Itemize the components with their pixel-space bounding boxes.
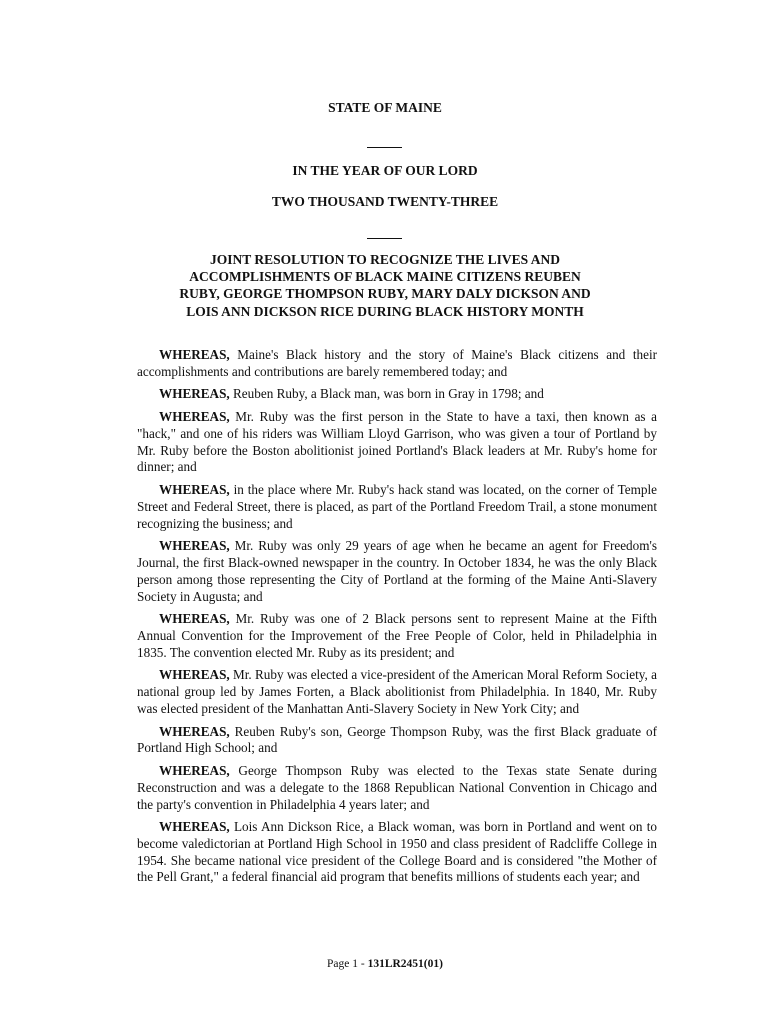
whereas-lead: WHEREAS,: [159, 723, 230, 739]
year-line-1: IN THE YEAR OF OUR LORD: [292, 163, 478, 178]
resolution-body: [137, 347, 657, 892]
paragraph-text: Lois Ann Dickson Rice, a Black woman, was born in Portland and went on to become valedictorian at Portland High School in 1950 and class president of Radcliffe College in 1954. She became national vice president of the College Board and is considered "the Mother of the Pell Grant," a federal financial aid program that benefits millions of students each year; and: [137, 819, 657, 885]
resolution-title: JOINT RESOLUTION TO RECOGNIZE THE LIVES AND ACCOMPLISHMENTS OF BLACK MAINE CITIZENS REUBEN RUBY, GEORGE THOMPSON RUBY, MARY DALY DICKSON AND LOIS ANN DICKSON RICE DURING BLACK HISTORY MONTH: [179, 252, 591, 319]
state-heading: STATE OF MAINE: [328, 100, 442, 115]
whereas-lead: WHEREAS,: [159, 667, 230, 683]
document-code: 131LR2451(01): [367, 958, 443, 970]
whereas-paragraph: [137, 386, 657, 403]
whereas-lead: WHEREAS,: [159, 762, 230, 778]
whereas-paragraph: [137, 409, 657, 476]
paragraph-text: Mr. Ruby was the first person in the State to have a taxi, then known as a "hack," and one of his riders was William Lloyd Garrison, who was given a tour of Portland by Mr. Ruby before the Boston abolitionist joined Portland's Black leaders at Mr. Ruby's home for dinner; and: [137, 408, 657, 475]
paragraph-text: George Thompson Ruby was elected to the Texas state Senate during Reconstruction and was a delegate to the 1868 Republican National Convention in Chicago and the party's convention in Philadelphia 4 years later; and: [137, 762, 657, 812]
heading-separator-2: [367, 238, 402, 239]
whereas-lead: WHEREAS,: [159, 347, 230, 362]
paragraph-text: Mr. Ruby was elected a vice-president of the American Moral Reform Society, a national group led by James Forten, a Black abolitionist from Philadelphia. In 1840, Mr. Ruby was elected president of the Manhattan Anti-Slavery Society in New York City; and: [137, 667, 657, 716]
paragraph-text: Mr. Ruby was one of 2 Black persons sent to represent Maine at the Fifth Annual Convention for the Improvement of the Free People of Color, held in Philadelphia in 1835. The convention elected Mr. Ruby as its president; and: [137, 611, 657, 660]
page-footer: [0, 958, 770, 970]
whereas-paragraph: [137, 347, 657, 381]
whereas-paragraph: [137, 538, 657, 605]
paragraph-text: Reuben Ruby's son, George Thompson Ruby, was the first Black graduate of Portland High School; and: [137, 723, 657, 756]
whereas-lead: WHEREAS,: [159, 611, 230, 627]
heading-separator-1: [367, 147, 402, 148]
whereas-lead: WHEREAS,: [159, 408, 230, 424]
whereas-paragraph: [137, 611, 657, 661]
page-number-label: Page 1 -: [327, 958, 368, 970]
paragraph-text: Mr. Ruby was only 29 years of age when he became an agent for Freedom's Journal, the first Black-owned newspaper in the country. In October 1834, he was the only Black person among those representing the City of Portland at the forming of the Maine Anti-Slavery Society in Augusta; and: [137, 538, 657, 604]
whereas-paragraph: [137, 724, 657, 758]
whereas-paragraph: [137, 667, 657, 717]
paragraph-text: Maine's Black history and the story of Maine's Black citizens and their accomplishments and contributions are barely remembered today; and: [137, 347, 657, 379]
year-line-2: TWO THOUSAND TWENTY-THREE: [271, 194, 499, 209]
paragraph-text: in the place where Mr. Ruby's hack stand was located, on the corner of Temple Street and Federal Street, there is placed, as part of the Portland Freedom Trail, a stone monument recognizing the business; and: [137, 481, 657, 531]
whereas-lead: WHEREAS,: [159, 538, 230, 554]
whereas-paragraph: [137, 763, 657, 813]
whereas-lead: WHEREAS,: [159, 386, 230, 402]
whereas-lead: WHEREAS,: [159, 481, 230, 497]
paragraph-text: Reuben Ruby, a Black man, was born in Gray in 1798; and: [229, 386, 544, 402]
whereas-lead: WHEREAS,: [159, 819, 230, 835]
whereas-paragraph: [137, 819, 657, 886]
whereas-paragraph: [137, 482, 657, 532]
